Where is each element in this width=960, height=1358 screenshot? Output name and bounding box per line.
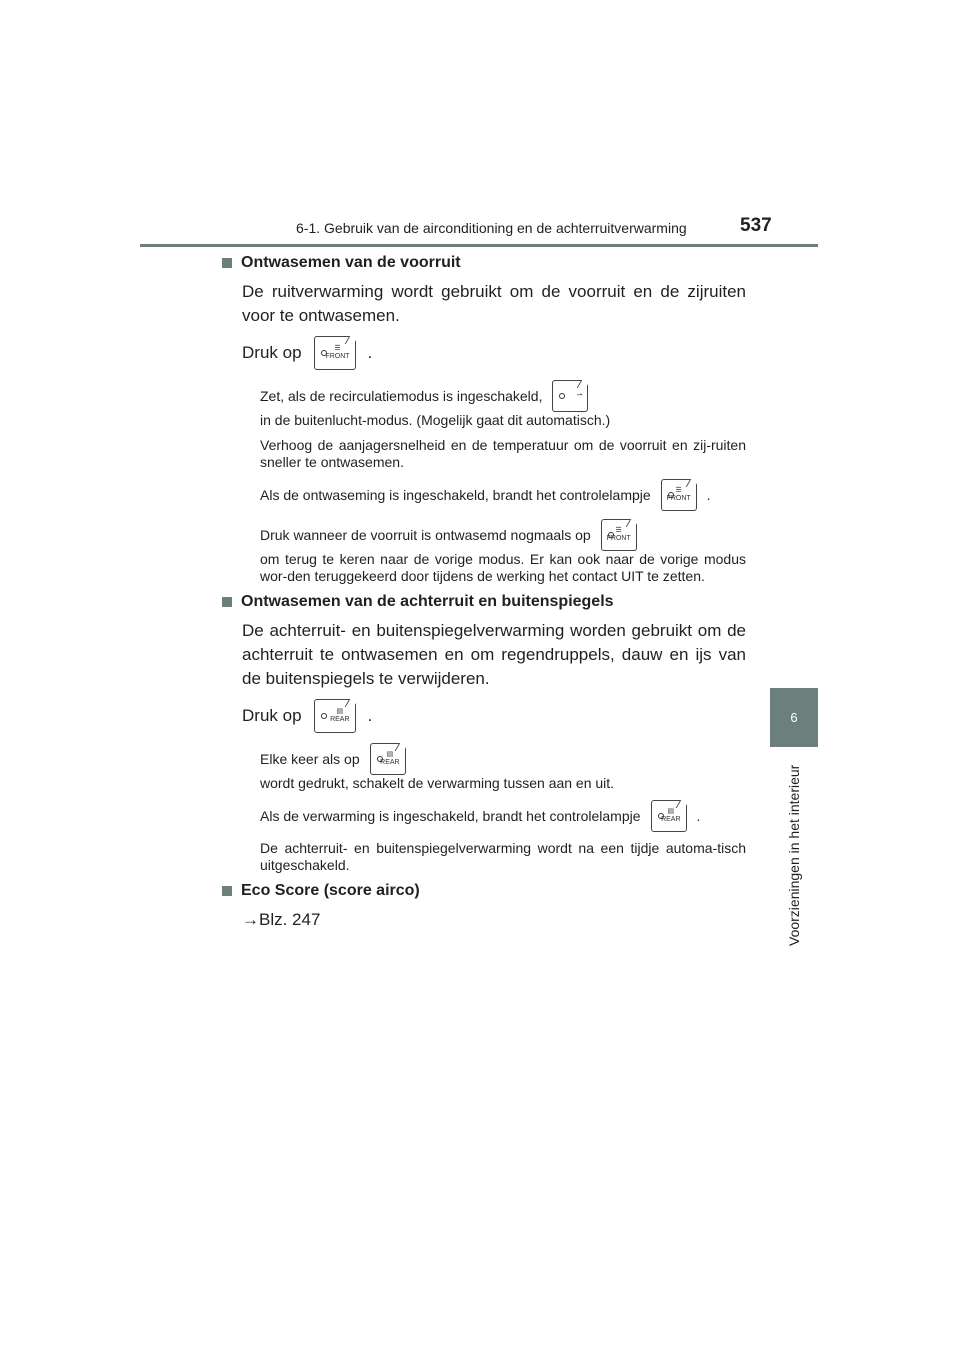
chapter-tab: 6 (770, 688, 818, 747)
front-defogger-button-icon-2: ☰ FRONT (601, 519, 637, 551)
note-return-mode: Druk wanneer de voorruit is ontwasemd nogmaals op ☰ FRONT om terug te keren naar de vorige modus. Er kan ook naar de vorige modus wor-den teruggekeerd door tijdens de werking het contact UIT te zetten. (260, 519, 746, 585)
rear-defogger-button-icon: ▤ REAR (314, 699, 356, 733)
header-rule (140, 244, 818, 247)
square-bullet-icon (222, 258, 232, 268)
section-heading-rear-defog (222, 593, 746, 611)
outside-air-button-icon: ⇀ (552, 380, 588, 412)
square-bullet-icon (222, 597, 232, 607)
press-instruction (242, 336, 746, 370)
note-recirculation: Zet, als de recirculatiemodus is ingeschakeld, ⇀ in de buitenlucht-modus. (Mogelijk gaat dit automatisch.) (260, 380, 746, 429)
section-heading-text: Eco Score (score airco) (241, 882, 420, 899)
square-bullet-icon (222, 886, 232, 896)
rear-defogger-indicator-icon: ▤ REAR (651, 800, 687, 832)
chapter-label-wrap (786, 756, 806, 946)
press-suffix: . (367, 343, 373, 362)
note-toggle: Elke keer als op ▤ REAR wordt gedrukt, schakelt de verwarming tussen aan en uit. (260, 743, 746, 792)
section-body: De achterruit- en buitenspiegelverwarming worden gebruikt om de achterruit te ontwasemen en om regendruppels, dauw en ijs van de buitenspiegels te verwijderen. (242, 621, 746, 688)
rear-defogger-button-icon-2: ▤ REAR (370, 743, 406, 775)
section-heading-eco-score (222, 882, 746, 900)
note-auto-off: De achterruit- en buitenspiegelverwarming wordt na een tijdje automa-tisch uitgeschakeld. (260, 840, 746, 873)
front-defogger-button-icon: ☰ FRONT (314, 336, 356, 370)
chapter-label: Voorzieningen in het interieur (786, 764, 802, 946)
press-suffix: . (367, 706, 373, 725)
content (222, 254, 746, 940)
press-prefix: Druk op (242, 343, 302, 362)
press-prefix: Druk op (242, 706, 302, 725)
page-number: 537 (740, 215, 772, 236)
section-heading-text: Ontwasemen van de voorruit (241, 254, 461, 271)
header-title: 6-1. Gebruik van de airconditioning en de achterruitverwarming (296, 220, 687, 236)
note-indicator-rear: Als de verwarming is ingeschakeld, brandt het controlelampje ▤ REAR . (260, 800, 746, 832)
section-body: De ruitverwarming wordt gebruikt om de voorruit en de zijruiten voor te ontwasemen. (242, 282, 746, 325)
page-reference: →Blz. 247 (242, 910, 321, 929)
section-heading-front-defog (222, 254, 746, 272)
press-instruction (242, 699, 746, 733)
front-defogger-indicator-icon: ☰ FRONT (661, 479, 697, 511)
section-heading-text: Ontwasemen van de achterruit en buitenspiegels (241, 593, 614, 610)
note-indicator: Als de ontwaseming is ingeschakeld, brandt het controlelampje ☰ FRONT . (260, 479, 746, 511)
note-fan-speed: Verhoog de aanjagersnelheid en de temperatuur om de voorruit en zij-ruiten sneller te ontwasemen. (260, 437, 746, 470)
